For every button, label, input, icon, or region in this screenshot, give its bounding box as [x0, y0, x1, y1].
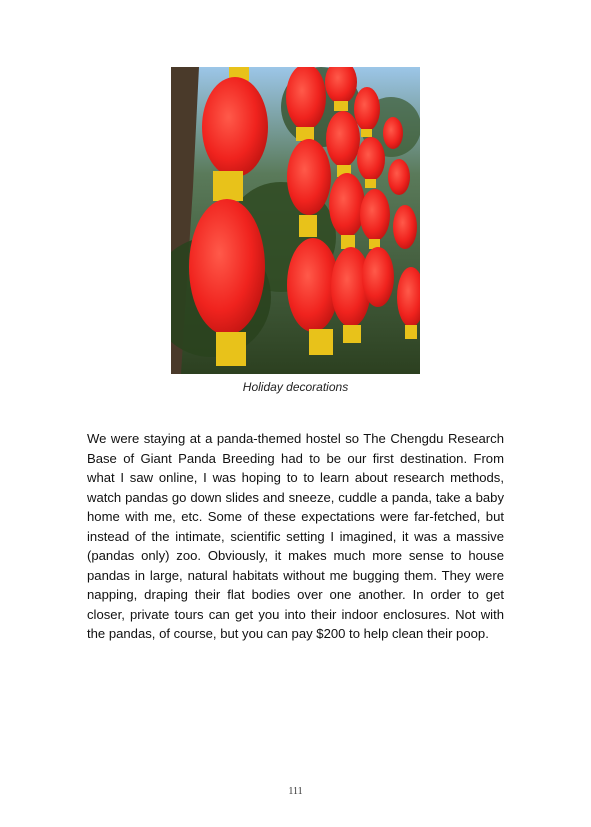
body-paragraph: We were staying at a panda-themed hostel so The Chengdu Research Base of Giant Panda Breeding had to be our first destination. From what I saw online, I was hoping to to learn about research methods, watch pandas go down slides and sneeze, cuddle a panda, take a baby home with me, etc. Some of these expectations were far-fetched, but instead of the intimate, scientific setting I imagined, it was a massive (pandas only) zoo. Obviously, it makes much more sense to house pandas in large, natural habitats without me bugging them. They were napping, draping their flat bodies over one another. In order to get closer, private tours can get you into their indoor enclosures. Not with the pandas, of course, but you can pay $200 to help clean their poop. — [87, 431, 504, 641]
page-number: 111 — [288, 786, 303, 797]
lantern-illustration — [171, 67, 420, 374]
lantern-photo — [171, 67, 420, 374]
figure-caption: Holiday decorations — [242, 380, 349, 394]
